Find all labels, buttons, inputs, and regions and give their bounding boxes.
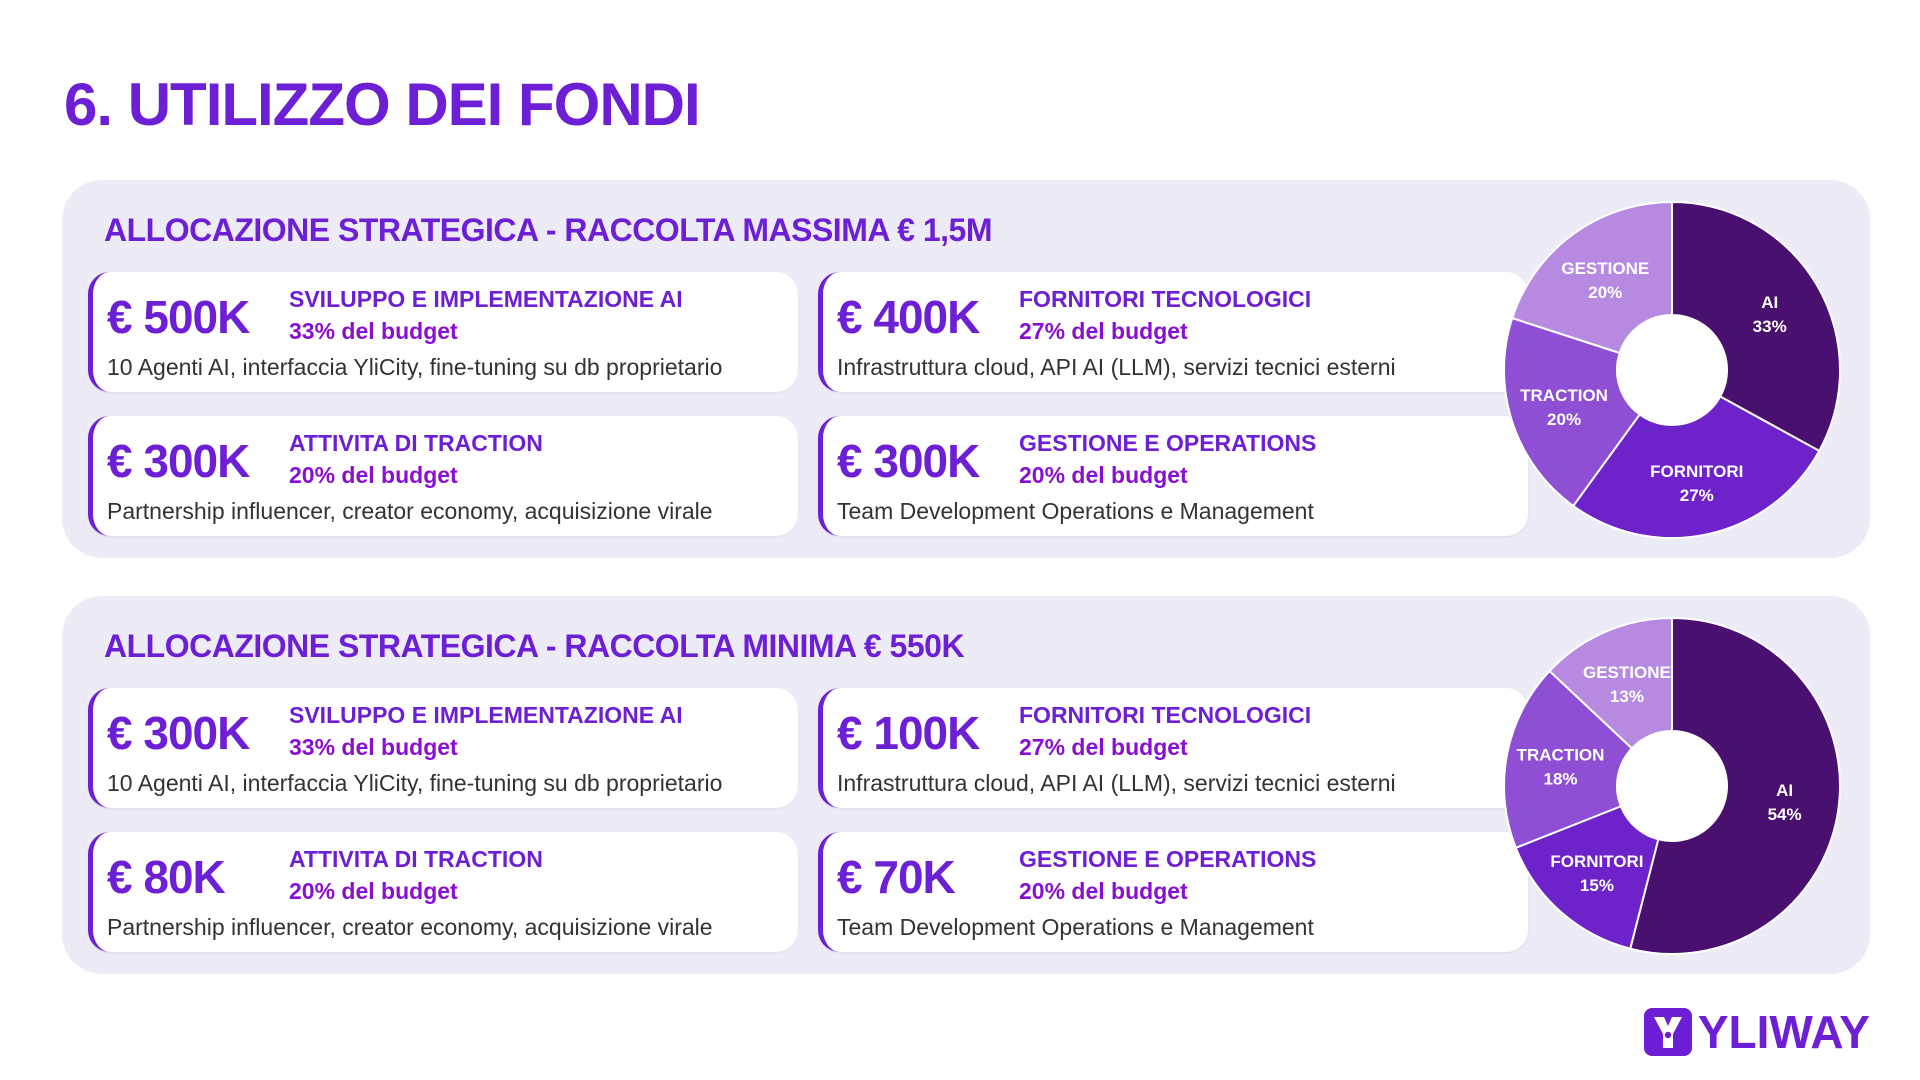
card-heading: ATTIVITA DI TRACTION	[289, 846, 543, 872]
donut-chart-massima	[1502, 200, 1842, 540]
card-heading: GESTIONE E OPERATIONS	[1019, 430, 1317, 456]
card-amount: € 70K	[837, 851, 955, 903]
card-heading: FORNITORI TECNOLOGICI	[1019, 702, 1312, 728]
card-amount: € 500K	[107, 291, 250, 343]
slice-value-label: 15%	[1579, 876, 1614, 896]
donut-hole	[1617, 731, 1727, 841]
card-amount: € 300K	[107, 707, 250, 759]
card-percent: 33% del budget	[289, 318, 458, 344]
card-description: 10 Agenti AI, interfaccia YliCity, fine-tuning su db proprietario	[107, 354, 723, 380]
card-amount: € 100K	[837, 707, 980, 759]
card-description: Partnership influencer, creator economy, acquisizione virale	[107, 914, 713, 940]
card-amount: € 400K	[837, 291, 980, 343]
card-heading: ATTIVITA DI TRACTION	[289, 430, 543, 456]
card-percent: 20% del budget	[289, 878, 458, 904]
section-raccolta-minima	[62, 596, 1870, 974]
card-description: Infrastruttura cloud, API AI (LLM), servizi tecnici esterni	[837, 770, 1396, 796]
card-amount: € 80K	[107, 851, 225, 903]
slice-label: TRACTION	[1516, 745, 1605, 765]
card-description: Infrastruttura cloud, API AI (LLM), servizi tecnici esterni	[837, 354, 1396, 380]
card-percent: 27% del budget	[1019, 318, 1188, 344]
card-percent: 20% del budget	[1019, 462, 1188, 488]
slice-value-label: 20%	[1588, 283, 1623, 303]
slice-label: GESTIONE	[1561, 259, 1650, 279]
brand-wordmark: YLIWAY	[1697, 1006, 1870, 1058]
allocation-card-ai	[88, 688, 798, 808]
card-percent: 20% del budget	[1019, 878, 1188, 904]
section-title: ALLOCAZIONE STRATEGICA - RACCOLTA MINIMA € 550K	[104, 628, 965, 664]
donut-chart-minima	[1502, 616, 1842, 956]
slice-value-label: 20%	[1547, 410, 1582, 430]
card-amount: € 300K	[837, 435, 980, 487]
section-raccolta-massima	[62, 180, 1870, 558]
slice-value-label: 33%	[1752, 317, 1787, 337]
card-heading: GESTIONE E OPERATIONS	[1019, 846, 1317, 872]
slice-label: GESTIONE	[1582, 662, 1671, 682]
slice-label: FORNITORI	[1550, 852, 1644, 872]
slice-label: AI	[1776, 781, 1794, 801]
slice-value-label: 18%	[1543, 769, 1578, 789]
allocation-card-fornitori	[818, 688, 1528, 808]
allocation-card-ai	[88, 272, 798, 392]
card-description: 10 Agenti AI, interfaccia YliCity, fine-tuning su db proprietario	[107, 770, 723, 796]
card-percent: 20% del budget	[289, 462, 458, 488]
allocation-card-traction	[88, 832, 798, 952]
slice-label: TRACTION	[1520, 386, 1608, 406]
card-description: Team Development Operations e Management	[837, 914, 1314, 940]
card-heading: SVILUPPO E IMPLEMENTAZIONE AI	[289, 702, 683, 728]
card-percent: 33% del budget	[289, 734, 458, 760]
allocation-card-fornitori	[818, 272, 1528, 392]
card-description: Team Development Operations e Management	[837, 498, 1314, 524]
allocation-card-gestione	[818, 416, 1528, 536]
card-percent: 27% del budget	[1019, 734, 1188, 760]
slice-value-label: 54%	[1767, 805, 1802, 825]
allocation-card-gestione	[818, 832, 1528, 952]
card-heading: FORNITORI TECNOLOGICI	[1019, 286, 1312, 312]
card-description: Partnership influencer, creator economy, acquisizione virale	[107, 498, 713, 524]
slice-label: FORNITORI	[1650, 461, 1744, 481]
allocation-card-traction	[88, 416, 798, 536]
card-heading: SVILUPPO E IMPLEMENTAZIONE AI	[289, 286, 683, 312]
slice-label: AI	[1761, 293, 1779, 313]
section-title: ALLOCAZIONE STRATEGICA - RACCOLTA MASSIMA € 1,5M	[104, 212, 992, 248]
card-amount: € 300K	[107, 435, 250, 487]
brand-logo	[1644, 1004, 1870, 1060]
slice-value-label: 27%	[1679, 485, 1714, 505]
slice-value-label: 13%	[1609, 686, 1644, 706]
page-title: 6. UTILIZZO DEI FONDI	[64, 71, 700, 138]
yliway-logo-icon	[1644, 1008, 1692, 1056]
donut-hole	[1617, 315, 1727, 425]
